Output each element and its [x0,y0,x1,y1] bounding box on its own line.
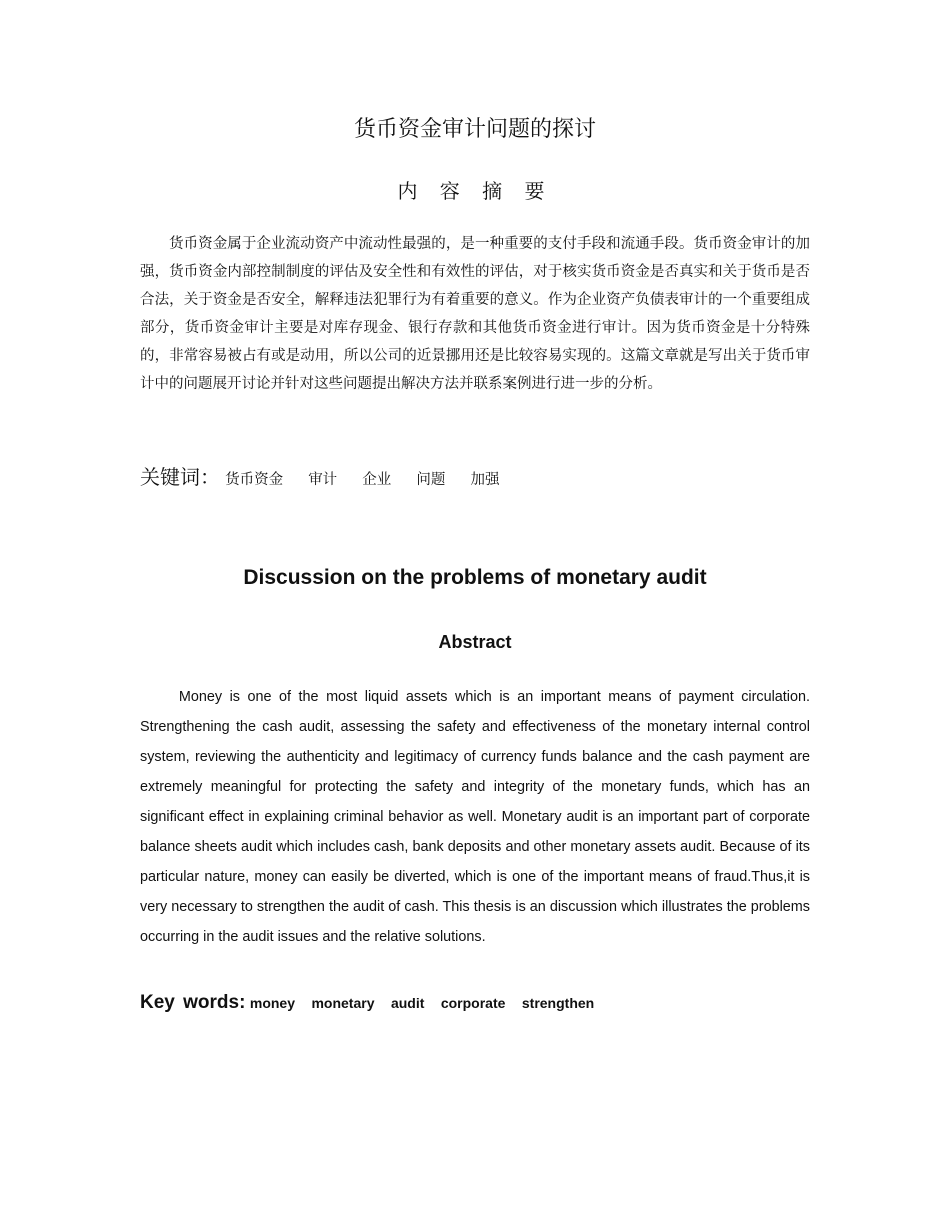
chinese-keyword: 加强 [470,472,500,488]
chinese-abstract-heading: 内 容 摘 要 [397,179,553,203]
english-keywords [140,988,810,1018]
english-keyword: audit [390,995,425,1011]
english-title: Discussion on the problems of monetary audit [243,566,707,589]
chinese-keyword: 审计 [308,472,338,488]
chinese-keyword: 货币资金 [225,472,284,488]
english-keyword: monetary [311,995,375,1011]
chinese-abstract-body: 货币资金属于企业流动资产中流动性最强的，是一种重要的支付手段和流通手段。货币资金审计的加强，货币资金内部控制制度的评估及安全性和有效性的评估，对于核实货币资金是否真实和关于货币是否合法，关于资金是否安全，解释违法犯罪行为有着重要的意义。作为企业资产负债表审计的一个重要组成部分，货币资金审计主要是对库存现金、银行存款和其他货币资金进行审计。因为货币资金是十分特殊的，非常容易被占有或是动用，所以公司的近景挪用还是比较容易实现的。这篇文章就是写出关于货币审计中的问题展开讨论并针对这些问题提出解决方法并联系案例进行进一步的分析。 [140,236,810,392]
chinese-keywords [140,462,810,492]
english-keyword: strengthen [521,995,595,1011]
chinese-keywords-label: 关键词： [140,465,220,489]
chinese-keyword: 问题 [416,472,446,488]
chinese-title: 货币资金审计问题的探讨 [353,117,596,142]
english-keyword: money [249,995,295,1011]
english-keyword: corporate [440,995,506,1011]
english-keywords-label: Key words: [140,992,246,1013]
english-abstract-body: Money is one of the most liquid assets which is an important means of payment circulation. Strengthening the cash audit, assessing the safety and effectiveness of the monetary internal control system, reviewing the authenticity and legitimacy of currency funds balance and the cash payment are extremely meaningful for protecting the safety and integrity of the monetary funds, which has an significant effect in explaining criminal behavior as well. Monetary audit is an important part of corporate balance sheets audit which includes cash, bank deposits and other monetary assets audit. Because of its particular nature, money can easily be diverted, which is one of the important means of fraud.Thus,it is very necessary to strengthen the audit of cash. This thesis is an discussion which illustrates the problems occurring in the audit issues and the relative solutions. [140,689,810,945]
chinese-keyword: 企业 [362,472,392,488]
english-abstract-heading: Abstract [438,632,512,652]
